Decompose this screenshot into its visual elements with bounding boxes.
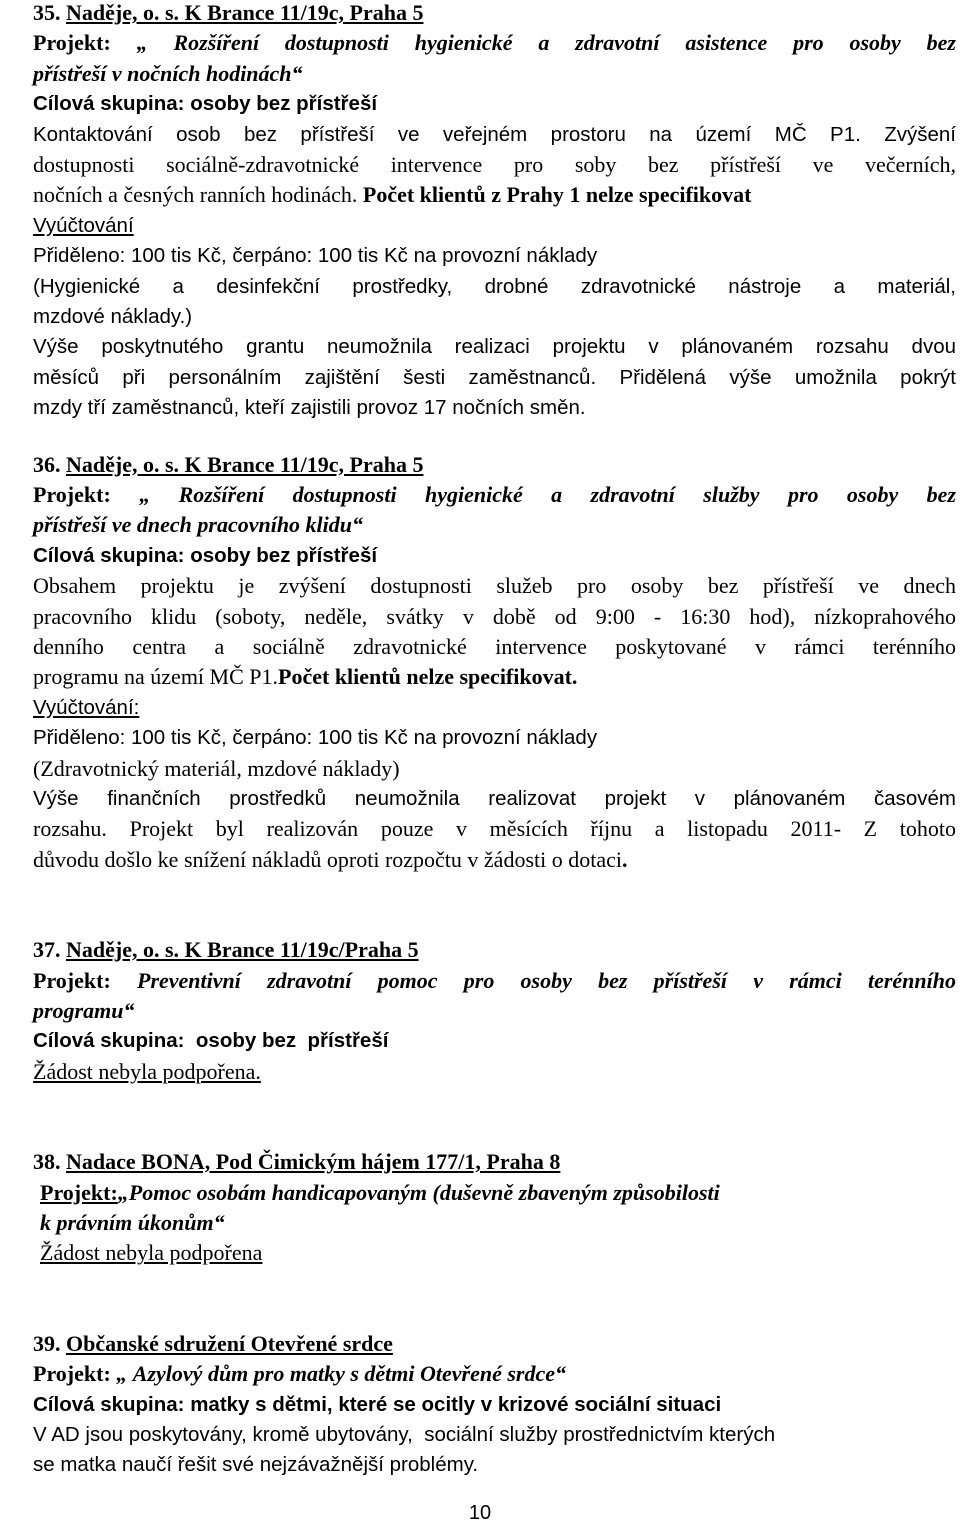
project-line: [33, 1359, 956, 1389]
allocation: Přiděleno: 100 tis Kč, čerpáno: 100 tis Kč na provozní náklady: [33, 244, 598, 268]
entry-39: [33, 1329, 956, 1481]
description-line: denního centra a sociálně zdravotnické intervence poskytované v rámci terénního: [33, 633, 956, 659]
description-text: nočních a česných ranních hodinách.: [33, 182, 358, 208]
organization-name: Naděje, o. s. K Brance 11/19c, Praha 5: [66, 0, 424, 25]
description-line: Kontaktování osob bez přístřeší ve veřejném prostoru na území MČ P1. Zvýšení: [33, 122, 956, 146]
request-status: Žádost nebyla podpořena: [40, 1240, 263, 1266]
project-label: Projekt:: [33, 30, 137, 56]
entry-heading: [33, 1329, 956, 1359]
note-text: důvodu došlo ke snížení nákladů oproti rozpočtu v žádosti o dotaci: [33, 846, 622, 872]
entry-heading: [33, 1147, 956, 1177]
costs-line: (Zdravotnický materiál, mzdové náklady): [33, 755, 400, 781]
note-period: .: [621, 846, 628, 872]
costs-line: mzdové náklady.): [33, 305, 193, 328]
project-quote: „: [136, 30, 148, 56]
project-line: [33, 28, 956, 58]
project-title-cont: přístřeší v nočních hodinách“: [33, 60, 303, 86]
project-title: „Pomoc osobám handicapovaným (duševně zbaveným způsobilosti: [117, 1179, 720, 1205]
project-quote: „: [116, 1361, 128, 1387]
entry-number: 39.: [33, 1330, 61, 1356]
target-group: Cílová skupina: osoby bez přístřeší: [33, 92, 378, 116]
entry-35: [33, 0, 956, 424]
project-line: [33, 1178, 956, 1208]
document-page: [33, 0, 956, 1481]
organization-name: Naděje, o. s. K Brance 11/19c, Praha 5: [66, 451, 424, 477]
target-group: Cílová skupina: osoby bez přístřeší: [33, 543, 378, 567]
description-line: dostupnosti sociálně-zdravotnické intervence pro soby bez přístřeší ve večerních,: [33, 152, 956, 177]
project-title-cont: přístřeší ve dnech pracovního klidu“: [33, 512, 364, 538]
entry-number: 36.: [33, 451, 61, 477]
allocation: Přiděleno: 100 tis Kč, čerpáno: 100 tis Kč na provozní náklady: [33, 726, 598, 750]
project-title-cont: programu“: [33, 997, 135, 1023]
description-line: V AD jsou poskytovány, kromě ubytovány, sociální služby prostřednictvím kterých: [33, 1423, 776, 1447]
note-line: rozsahu. Projekt byl realizován pouze v měsících říjnu a listopadu 2011- Z tohoto: [33, 816, 956, 842]
project-title: Preventivní zdravotní pomoc pro osoby bez přístřeší v rámci terénního: [137, 967, 956, 993]
note-line: [33, 845, 956, 875]
costs-line: (Hygienické a desinfekční prostředky, drobné zdravotnické nástroje a materiál,: [33, 274, 956, 298]
entry-number: 38.: [33, 1149, 61, 1175]
project-line: [33, 966, 956, 996]
project-title-cont: k právním úkonům“: [40, 1210, 225, 1236]
description-line: se matka naučí řešit své nejzávažnější problémy.: [33, 1453, 479, 1477]
client-count: Počet klientů nelze specifikovat.: [278, 664, 578, 690]
organization-name: Nadace BONA, Pod Čimickým hájem 177/1, Praha 8: [66, 1149, 561, 1175]
description-line: [33, 180, 956, 210]
description-text: programu na území MČ P1.: [33, 664, 279, 690]
target-group: Cílová skupina: osoby bez přístřeší: [33, 1029, 389, 1053]
project-title: Azylový dům pro matky s dětmi Otevřené srdce“: [132, 1361, 567, 1387]
billing-label: Vyúčtování: [33, 213, 134, 237]
description-line: [33, 662, 956, 692]
project-label: Projekt:: [33, 967, 138, 993]
target-group: Cílová skupina: matky s dětmi, které se ocitly v krizové sociální situaci: [33, 1392, 722, 1416]
entry-heading: [33, 450, 956, 480]
organization-name: Občanské sdružení Otevřené srdce: [66, 1330, 393, 1356]
entry-heading: [33, 935, 956, 965]
project-quote: „: [139, 482, 151, 507]
request-status: Žádost nebyla podpořena.: [33, 1058, 261, 1084]
entry-number: 37.: [33, 937, 61, 963]
description-line: Obsahem projektu je zvýšení dostupnosti služeb pro osoby bez přístřeší ve dnech: [33, 573, 956, 599]
entry-38: [33, 1147, 956, 1269]
note-line: Výše finančních prostředků neumožnila realizovat projekt v plánovaném časovém: [33, 787, 956, 810]
project-line: [33, 480, 956, 510]
organization-name: Naděje, o. s. K Brance 11/19c/Praha 5: [66, 937, 419, 963]
project-label: Projekt:: [33, 482, 140, 507]
project-label: Projekt:: [40, 1179, 118, 1205]
entry-number: 35.: [33, 0, 61, 25]
page-number: 10: [468, 1502, 492, 1524]
project-title: Rozšíření dostupnosti hygienické a zdravotní asistence pro osoby bez: [173, 30, 956, 56]
client-count: Počet klientů z Prahy 1 nelze specifikovat: [357, 182, 752, 208]
project-title: Rozšíření dostupnosti hygienické a zdravotní služby pro osoby bez: [178, 482, 956, 507]
note-line: mzdy tří zaměstnanců, kteří zajistili provoz 17 nočních směn.: [33, 396, 586, 420]
note-line: Výše poskytnutého grantu neumožnila realizaci projektu v plánovaném rozsahu dvou: [33, 335, 956, 359]
entry-37: [33, 935, 956, 1087]
note-line: měsíců při personálním zajištění šesti zaměstnanců. Přidělená výše umožnila pokrýt: [33, 365, 956, 389]
project-label: Projekt:: [33, 1361, 117, 1387]
description-line: pracovního klidu (soboty, neděle, svátky v době od 9:00 - 16:30 hod), nízkoprahového: [33, 603, 956, 629]
entry-heading: [33, 0, 956, 28]
entry-36: [33, 450, 956, 876]
billing-label: Vyúčtování:: [33, 695, 140, 719]
